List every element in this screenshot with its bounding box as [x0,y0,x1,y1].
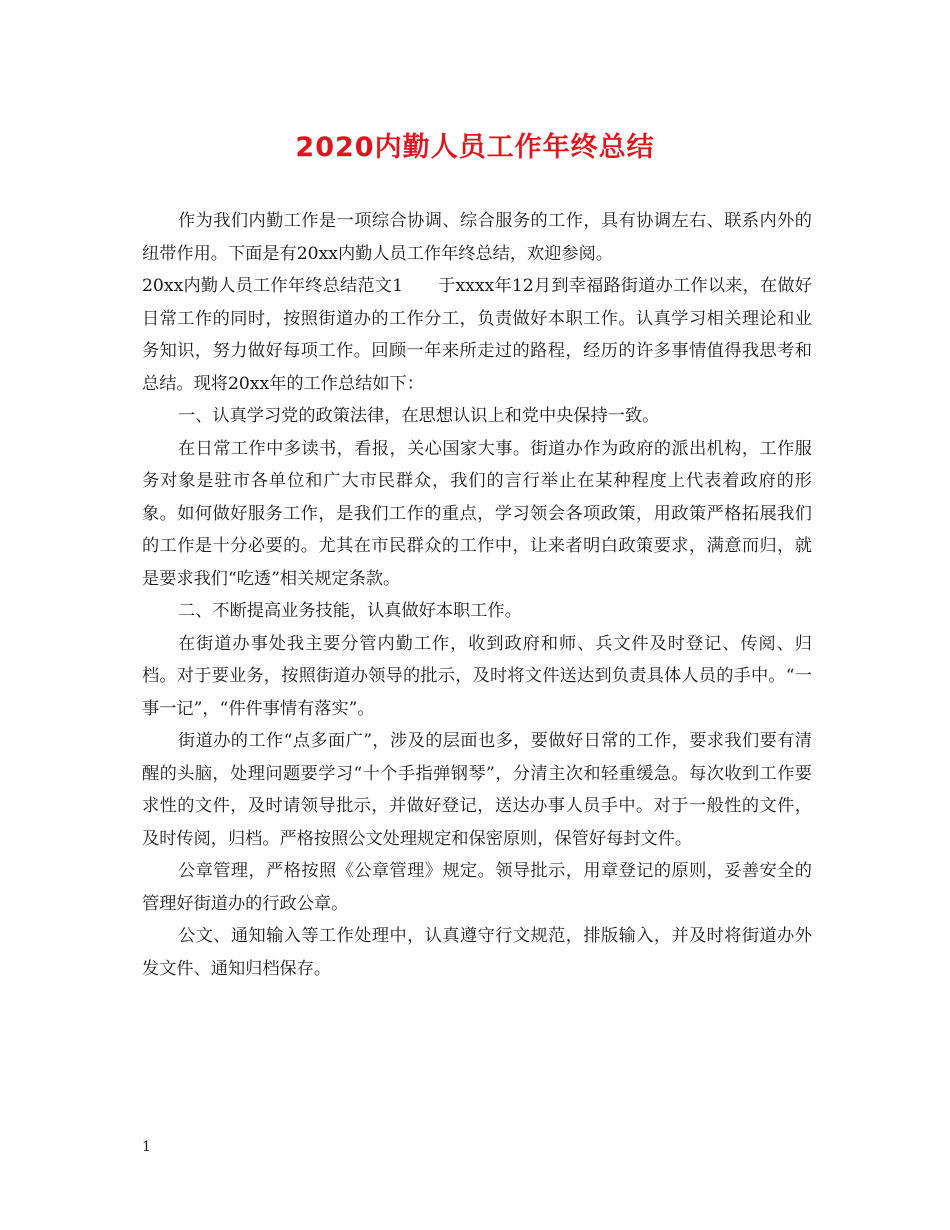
page-number: 1 [142,1139,151,1155]
intro-paragraph: 作为我们内勤工作是一项综合协调、综合服务的工作，具有协调左右、联系内外的纽带作用。下面是有20xx内勤人员工作年终总结，欢迎参阅。 [142,211,812,264]
paragraph-document-input: 公文、通知输入等工作处理中，认真遵守行文规范，排版输入，并及时将街道办外发文件、通知归档保存。 [142,926,812,979]
paragraph-street-office-work: 街道办的工作“点多面广”，涉及的层面也多，要做好日常的工作，要求我们要有清醒的头脑，处理问题要学习“十个手指弹钢琴”，分清主次和轻重缓急。每次收到工作要求性的文件，及时请领导批示，并做好登记，送达办事人员手中。对于一般性的文件，及时传阅，归档。严格按照公文处理规定和保密原则，保管好每封文件。 [142,731,812,849]
paragraph-internal-duties: 在街道办事处我主要分管内勤工作，收到政府和师、兵文件及时登记、传阅、归档。对于要业务，按照街道办领导的批示，及时将文件送达到负责具体人员的手中。“一事一记”，“件件事情有落实”。 [142,633,812,719]
section-heading-1: 一、认真学习党的政策法律，在思想认识上和党中央保持一致。 [178,406,660,426]
section-heading-2: 二、不断提高业务技能，认真做好本职工作。 [178,601,522,621]
paragraph-sample-intro: 20xx内勤人员工作年终总结范文1 于xxxx年12月到幸福路街道办工作以来，在做好日常工作的同时，按照街道办的工作分工，负责做好本职工作。认真学习相关理论和业务知识，努力做好每项工作。回顾一年来所走过的路程，经历的许多事情值得我思考和总结。现将20xx年的工作总结如下： [142,276,812,394]
document-body [142,205,812,985]
paragraph-seal-management: 公章管理，严格按照《公章管理》规定。领导批示，用章登记的原则，妥善安全的管理好街道办的行政公章。 [142,861,812,914]
document-title: 2020内勤人员工作年终总结 [295,132,655,163]
paragraph-daily-work: 在日常工作中多读书，看报，关心国家大事。街道办作为政府的派出机构，工作服务对象是驻市各单位和广大市民群众，我们的言行举止在某种程度上代表着政府的形象。如何做好服务工作，是我们工作的重点，学习领会各项政策，用政策严格拓展我们的工作是十分必要的。尤其在市民群众的工作中，让来者明白政策要求，满意而归，就是要求我们“吃透”相关规定条款。 [142,438,812,589]
